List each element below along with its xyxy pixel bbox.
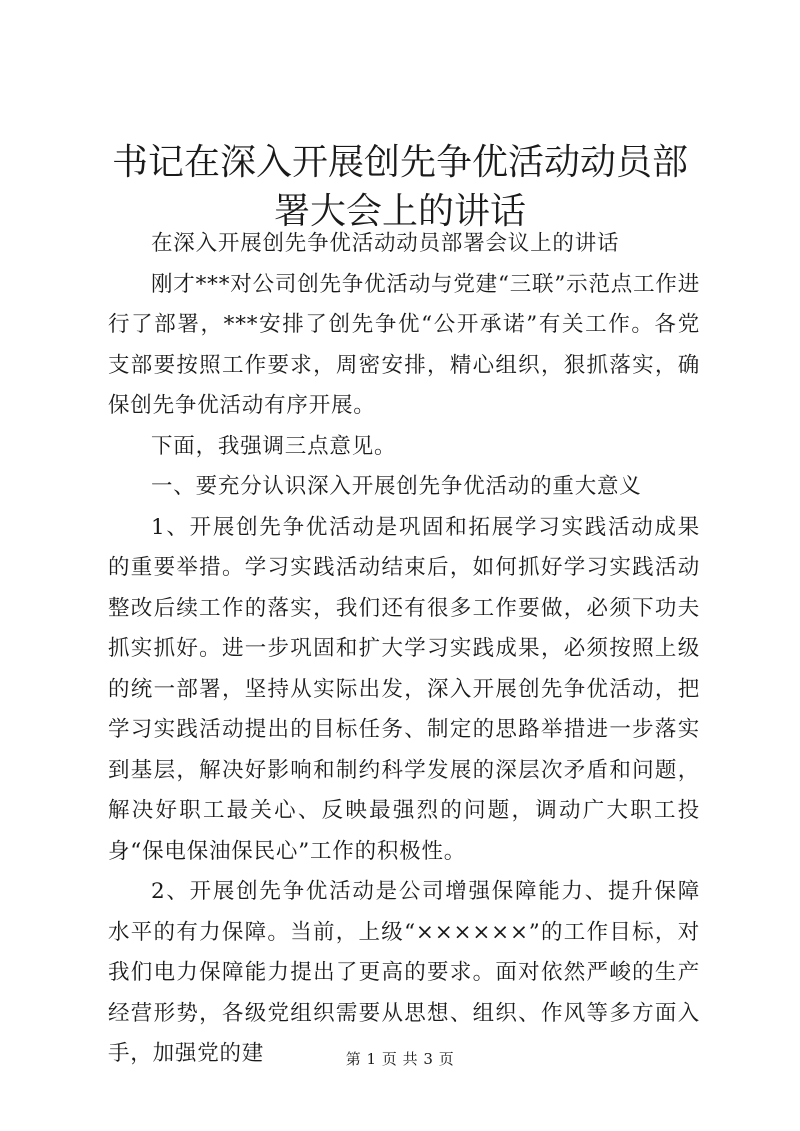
paragraph-subtitle: 在深入开展创先争优活动动员部署会议上的讲话 [151,231,620,256]
page-number-footer: 第 1 页 共 3 页 [345,1050,455,1068]
paragraph-transition: 下面，我强调三点意见。 [151,433,397,459]
document-body [108,224,700,1075]
paragraph-point-2: 2、开展创先争优活动是公司增强保障能力、提升保障水平的有力保障。当前，上级“××××××”的工作目标，对我们电力保障能力提出了更高的要求。面对依然严峻的生产经营形势，各级党组织需要从思想、组织、作风等多方面入手，加强党的建 [108,879,700,1066]
section-heading-1: 一、要充分认识深入开展创先争优活动的重大意义 [151,474,642,499]
paragraph-point-1: 1、开展创先争优活动是巩固和拓展学习实践活动成果的重要举措。学习实践活动结束后，如何抓好学习实践活动整改后续工作的落实，我们还有很多工作要做，必须下功夫抓实抓好。进一步巩固和扩大学习实践成果，必须按照上级的统一部署，坚持从实际出发，深入开展创先争优活动，把学习实践活动提出的目标任务、制定的思路举措进一步落实到基层，解决好影响和制约科学发展的深层次矛盾和问题，解决好职工最关心、反映最强烈的问题，调动广大职工投身“保电保油保民心”工作的积极性。 [108,514,700,864]
paragraph-intro: 刚才***对公司创先争优活动与党建“三联”示范点工作进行了部署，***安排了创先争优“公开承诺”有关工作。各党支部要按照工作要求，周密安排，精心组织，狠抓落实，确保创先争优活动有序开展。 [108,271,700,418]
document-title: 书记在深入开展创先争优活动动员部署大会上的讲话 [111,142,688,232]
